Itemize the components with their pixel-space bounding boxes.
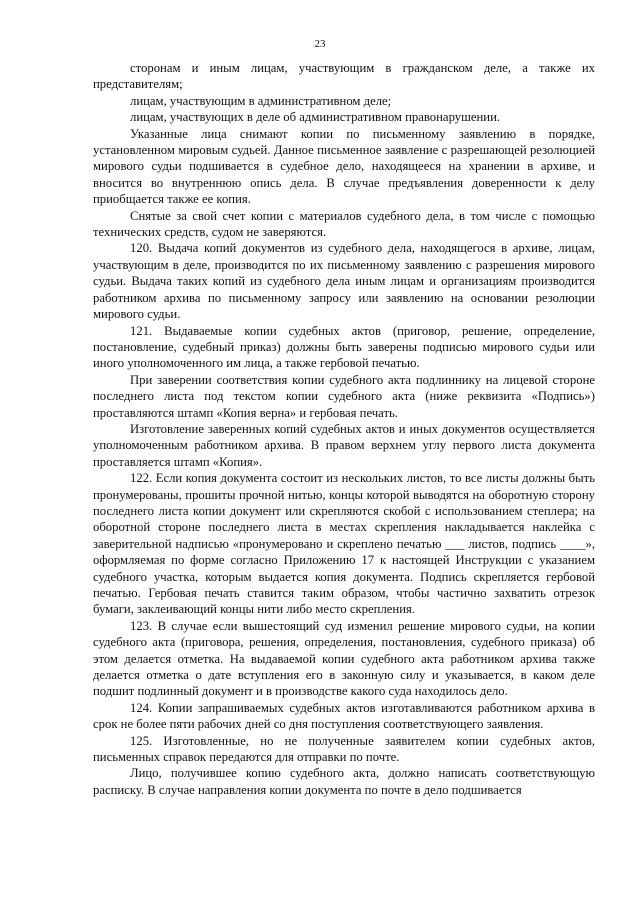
paragraph: Снятые за свой счет копии с материалов судебного дела, в том числе с помощью технических средств, судом не заверяются. xyxy=(93,208,595,240)
paragraph: 125. Изготовленные, но не полученные заявителем копии судебных актов, письменных справок передаются для отправки по почте. xyxy=(93,733,595,765)
paragraph: Изготовление заверенных копий судебных актов и иных документов осуществляется уполномоченным работником архива. В правом верхнем углу первого листа документа проставляется штамп «Копия». xyxy=(93,421,595,469)
paragraph: 121. Выдаваемые копии судебных актов (приговор, решение, определение, постановление, судебный приказ) должны быть заверены подписью мирового судьи или иного уполномоченного им лица, а также гербовой печатью. xyxy=(93,323,595,371)
paragraph: лицам, участвующих в деле об административном правонарушении. xyxy=(130,110,501,125)
paragraph: 120. Выдача копий документов из судебного дела, находящегося в архиве, лицам, участвующим в деле, производится по их письменному заявлению с разрешения мирового судьи. Выдача таких копий из судебного дела иным лицам и организациям производится работником архива по письменному запросу или заявлению на основании резолюции мирового судьи. xyxy=(93,241,595,322)
paragraph: 122. Если копия документа состоит из нескольких листов, то все листы должны быть пронумерованы, прошиты прочной нитью, концы которой выводятся на оборотную сторону последнего листа копии документ или скрепляются скобой с использованием степлера; на оборотной стороне последнего листа в местах скрепления накладывается наклейка с заверительной надписью «пронумеровано и скреплено печатью ___ листов, подпись ____», оформляемая по форме согласно Приложению 17 к настоящей Инструкции с указанием судебного участка, которым выдается копия документа. Подпись скрепляется гербовой печатью. Гербовая печать ставится таким образом, чтобы частично захватить отрезок бумаги, заклеивающий концы нити либо место скрепления. xyxy=(93,471,595,617)
paragraph: Лицо, получившее копию судебного акта, должно написать соответствующую расписку. В случае направления копии документа по почте в дело подшивается xyxy=(93,766,595,797)
page-number: 23 xyxy=(314,38,326,50)
paragraph: сторонам и иным лицам, участвующим в гражданском деле, а также их представителям; xyxy=(93,61,595,92)
paragraph: 124. Копии запрашиваемых судебных актов изготавливаются работником архива в срок не более пяти рабочих дней со дня поступления соответствующего заявления. xyxy=(93,700,595,732)
paragraph: При заверении соответствия копии судебного акта подлиннику на лицевой стороне последнего листа под текстом копии судебного акта (ниже реквизита «Подпись») проставляются штамп «Копия верна» и гербовая печать. xyxy=(93,372,595,420)
paragraph: Указанные лица снимают копии по письменному заявлению в порядке, установленном мировым судьей. Данное письменное заявление с разрешающей резолюцией мирового судьи подшивается в судебное дело, находящееся на хранении в архиве, и вносится во внутреннюю опись дела. В случае предъявления доверенности к делу приобщается также ее копия. xyxy=(93,126,595,207)
paragraph: 123. В случае если вышестоящий суд изменил решение мирового судьи, на копии судебного акта (приговора, решения, определения, постановления, судебного приказа) об этом делается отметка. На выдаваемой копии судебного акта работником архива также делается отметка о дате вступления его в законную силу и указывается, в каком деле подшит подлинный документ и в производстве какого суда находилось дело. xyxy=(93,618,595,699)
paragraph: лицам, участвующим в административном деле; xyxy=(130,93,392,108)
document-body xyxy=(93,60,595,798)
